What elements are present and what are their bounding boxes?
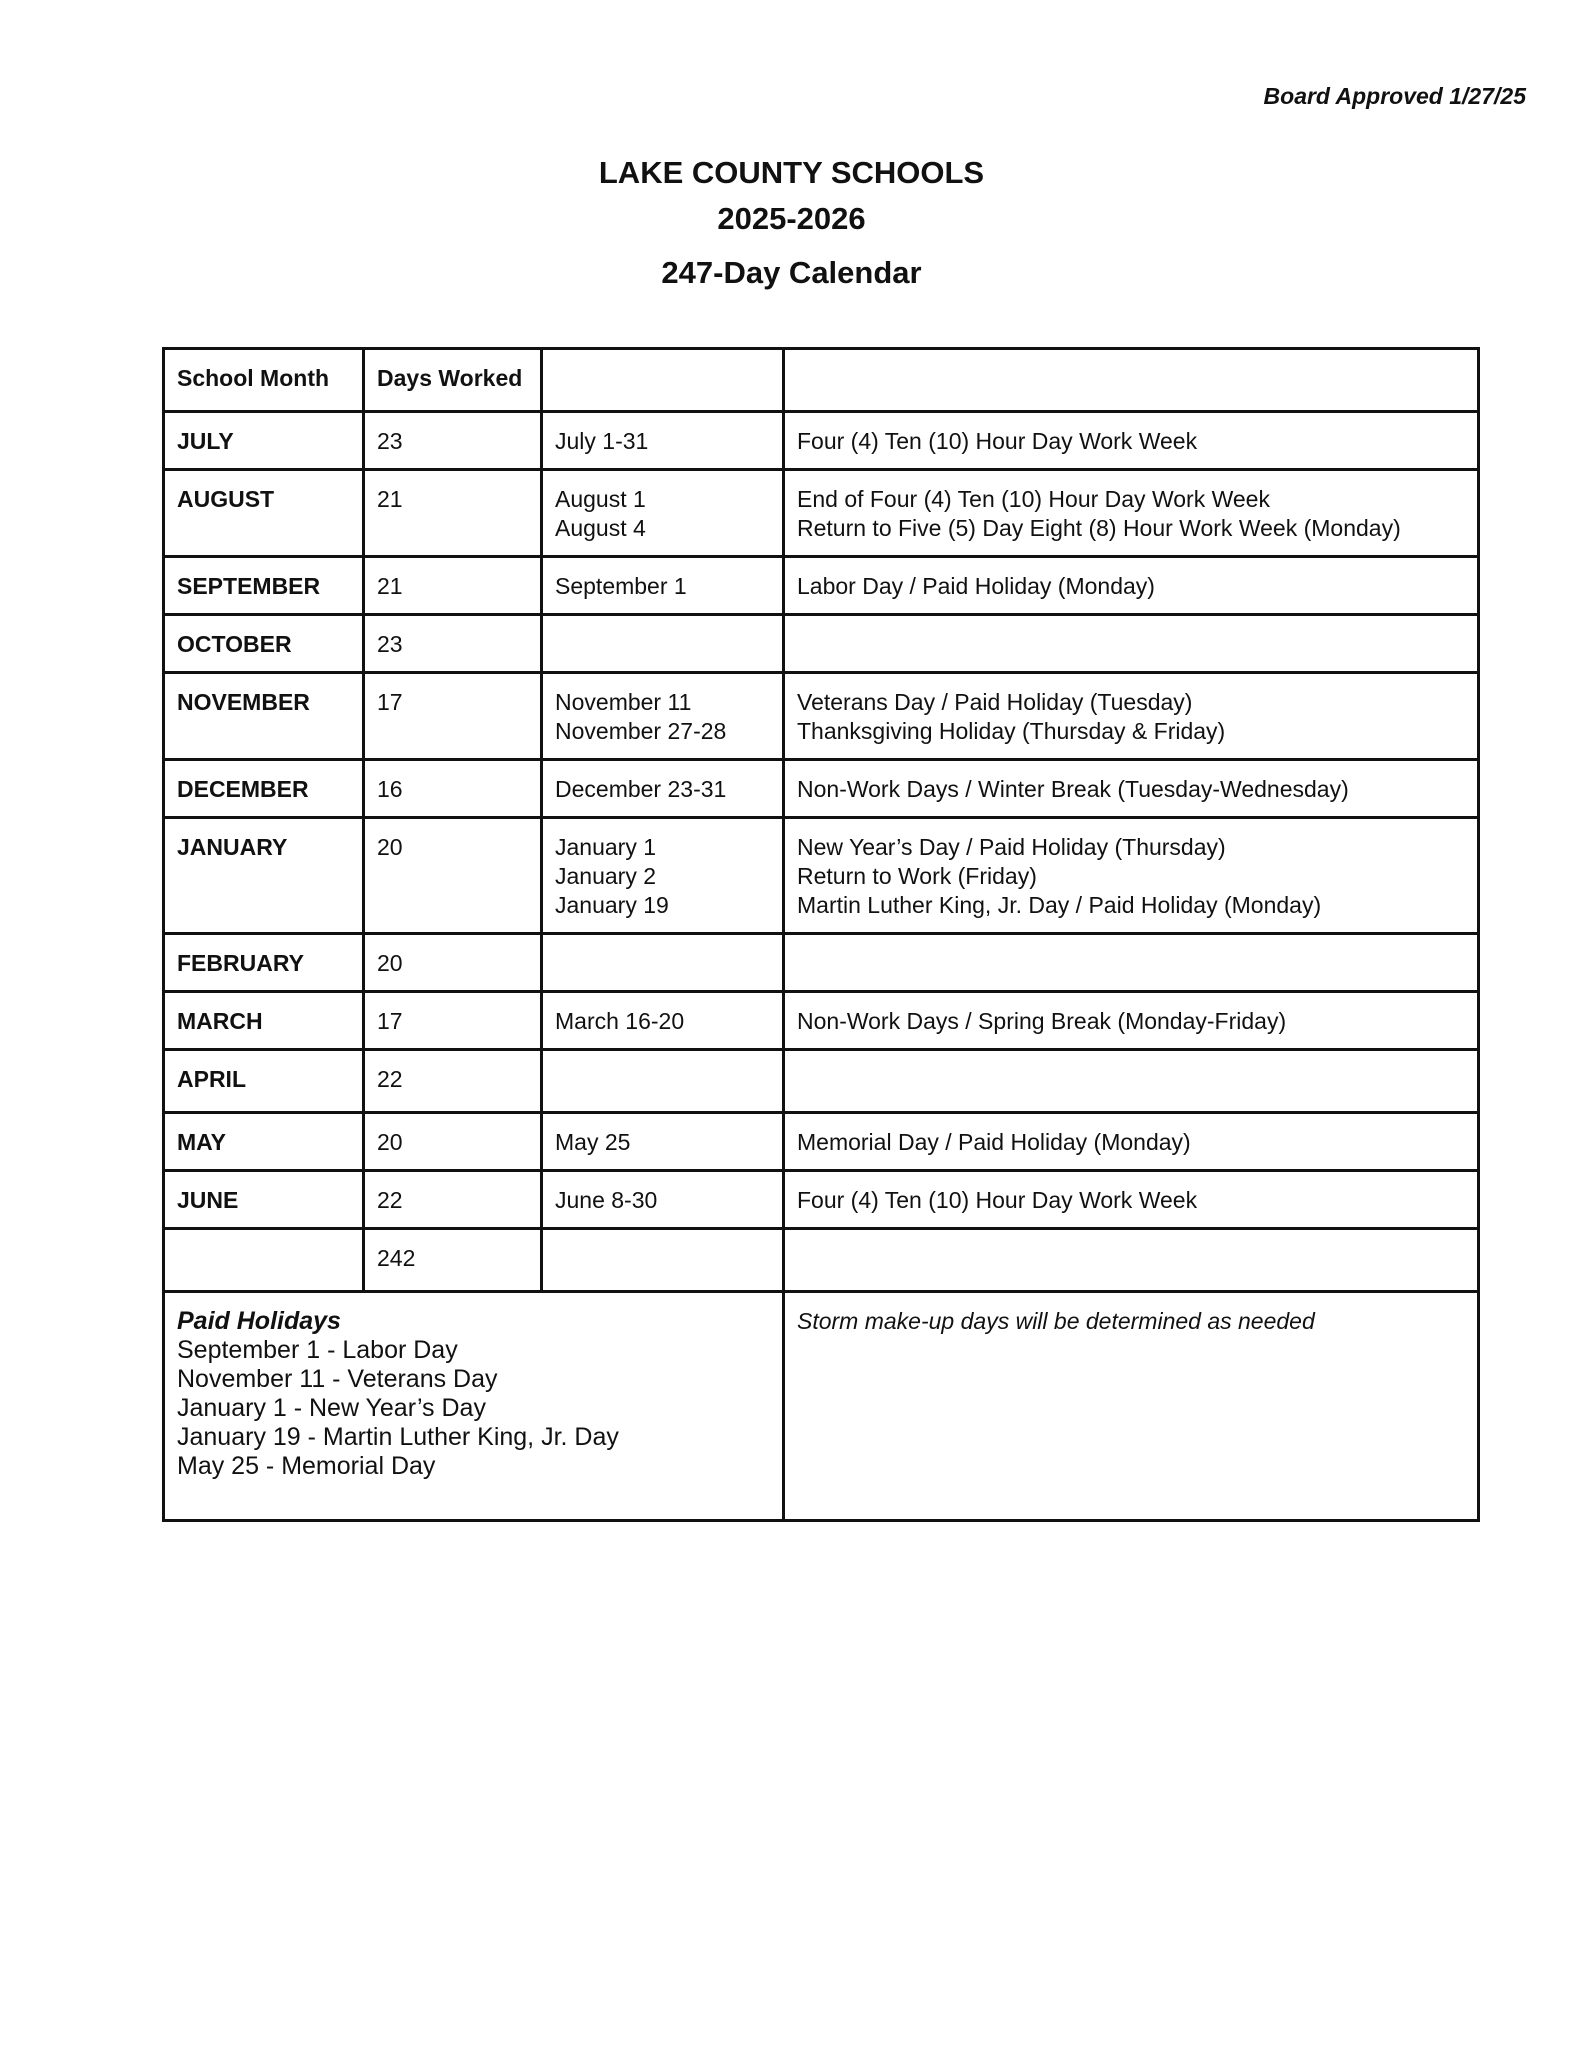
dates-cell xyxy=(542,934,784,992)
days-cell: 17 xyxy=(364,673,542,760)
note-line: Return to Five (5) Day Eight (8) Hour Work Week (Monday) xyxy=(797,515,1401,541)
total-notes-cell xyxy=(784,1229,1479,1292)
dates-cell xyxy=(542,818,784,934)
table-row xyxy=(164,557,1479,615)
notes-cell xyxy=(784,760,1479,818)
dates-cell xyxy=(542,1050,784,1113)
notes-cell xyxy=(784,673,1479,760)
days-cell: 21 xyxy=(364,557,542,615)
dates-cell xyxy=(542,760,784,818)
table-row xyxy=(164,934,1479,992)
days-cell: 20 xyxy=(364,934,542,992)
date-line: June 8-30 xyxy=(555,1187,658,1213)
note-line: Four (4) Ten (10) Hour Day Work Week xyxy=(797,428,1198,454)
month-cell: JANUARY xyxy=(164,818,364,934)
dates-cell xyxy=(542,470,784,557)
notes-cell xyxy=(784,1171,1479,1229)
month-cell: AUGUST xyxy=(164,470,364,557)
paid-holiday-item: January 1 - New Year’s Day xyxy=(177,1394,486,1422)
note-line: Non-Work Days / Winter Break (Tuesday-Wednesday) xyxy=(797,776,1349,802)
note-line: End of Four (4) Ten (10) Hour Day Work Week xyxy=(797,486,1270,512)
notes-cell xyxy=(784,1050,1479,1113)
total-dates-cell xyxy=(542,1229,784,1292)
note-line: Non-Work Days / Spring Break (Monday-Friday) xyxy=(797,1008,1287,1034)
note-line: New Year’s Day / Paid Holiday (Thursday) xyxy=(797,834,1226,860)
days-cell: 23 xyxy=(364,412,542,470)
note-line: Return to Work (Friday) xyxy=(797,863,1037,889)
paid-holiday-item: May 25 - Memorial Day xyxy=(177,1452,436,1480)
notes-cell xyxy=(784,1113,1479,1171)
days-cell: 17 xyxy=(364,992,542,1050)
table-row xyxy=(164,1113,1479,1171)
date-line: August 4 xyxy=(555,515,646,541)
dates-cell xyxy=(542,557,784,615)
month-cell: JULY xyxy=(164,412,364,470)
note-line: Thanksgiving Holiday (Thursday & Friday) xyxy=(797,718,1226,744)
header-dates xyxy=(542,349,784,412)
notes-cell xyxy=(784,992,1479,1050)
notes-cell xyxy=(784,412,1479,470)
date-line: March 16-20 xyxy=(555,1008,685,1034)
board-approved-note: Board Approved 1/27/25 xyxy=(1263,83,1526,109)
district-title: LAKE COUNTY SCHOOLS xyxy=(598,155,985,190)
date-line: September 1 xyxy=(555,573,687,599)
date-line: August 1 xyxy=(555,486,646,512)
total-label-cell xyxy=(164,1229,364,1292)
date-line: November 27-28 xyxy=(555,718,727,744)
notes-cell xyxy=(784,557,1479,615)
header-notes xyxy=(784,349,1479,412)
date-line: January 19 xyxy=(555,892,669,918)
dates-cell xyxy=(542,1171,784,1229)
total-row xyxy=(164,1229,1479,1292)
date-line: November 11 xyxy=(555,689,692,715)
date-line: July 1-31 xyxy=(555,428,649,454)
days-cell: 22 xyxy=(364,1050,542,1113)
dates-cell xyxy=(542,992,784,1050)
notes-cell xyxy=(784,934,1479,992)
date-line: May 25 xyxy=(555,1129,631,1155)
dates-cell xyxy=(542,412,784,470)
paid-holiday-item: September 1 - Labor Day xyxy=(177,1336,458,1364)
table-row xyxy=(164,470,1479,557)
header-school-month: School Month xyxy=(164,349,364,412)
dates-cell xyxy=(542,673,784,760)
month-cell: FEBRUARY xyxy=(164,934,364,992)
table-row xyxy=(164,1171,1479,1229)
month-cell: MAY xyxy=(164,1113,364,1171)
paid-holidays-title: Paid Holidays xyxy=(177,1307,341,1335)
table-row xyxy=(164,673,1479,760)
notes-cell xyxy=(784,470,1479,557)
note-line: Four (4) Ten (10) Hour Day Work Week xyxy=(797,1187,1198,1213)
note-line: Labor Day / Paid Holiday (Monday) xyxy=(797,573,1155,599)
month-cell: OCTOBER xyxy=(164,615,364,673)
note-line: Martin Luther King, Jr. Day / Paid Holiday (Monday) xyxy=(797,892,1322,918)
calendar-type-title: 247-Day Calendar xyxy=(661,255,922,290)
work-calendar-table xyxy=(162,347,1480,1522)
date-line: January 2 xyxy=(555,863,657,889)
table-row xyxy=(164,818,1479,934)
document-title-block xyxy=(0,150,1583,296)
note-line: Memorial Day / Paid Holiday (Monday) xyxy=(797,1129,1191,1155)
month-cell: APRIL xyxy=(164,1050,364,1113)
month-cell: NOVEMBER xyxy=(164,673,364,760)
footer-row xyxy=(164,1292,1479,1521)
days-cell: 16 xyxy=(364,760,542,818)
days-cell: 22 xyxy=(364,1171,542,1229)
month-cell: DECEMBER xyxy=(164,760,364,818)
notes-cell xyxy=(784,818,1479,934)
days-cell: 20 xyxy=(364,1113,542,1171)
paid-holiday-item: November 11 - Veterans Day xyxy=(177,1365,498,1393)
storm-note-cell xyxy=(784,1292,1479,1521)
table-row xyxy=(164,615,1479,673)
dates-cell xyxy=(542,1113,784,1171)
note-line: Veterans Day / Paid Holiday (Tuesday) xyxy=(797,689,1193,715)
storm-makeup-note: Storm make-up days will be determined as needed xyxy=(797,1308,1315,1334)
dates-cell xyxy=(542,615,784,673)
month-cell: MARCH xyxy=(164,992,364,1050)
paid-holidays-cell xyxy=(164,1292,784,1521)
table-header-row xyxy=(164,349,1479,412)
days-cell: 23 xyxy=(364,615,542,673)
table-row xyxy=(164,760,1479,818)
table-row xyxy=(164,1050,1479,1113)
table-row xyxy=(164,412,1479,470)
paid-holiday-item: January 19 - Martin Luther King, Jr. Day xyxy=(177,1423,619,1451)
notes-cell xyxy=(784,615,1479,673)
date-line: January 1 xyxy=(555,834,657,860)
days-cell: 21 xyxy=(364,470,542,557)
table-row xyxy=(164,992,1479,1050)
days-cell: 20 xyxy=(364,818,542,934)
school-year-title: 2025-2026 xyxy=(717,201,866,236)
total-days-cell: 242 xyxy=(364,1229,542,1292)
header-days-worked: Days Worked xyxy=(364,349,542,412)
date-line: December 23-31 xyxy=(555,776,727,802)
month-cell: SEPTEMBER xyxy=(164,557,364,615)
month-cell: JUNE xyxy=(164,1171,364,1229)
